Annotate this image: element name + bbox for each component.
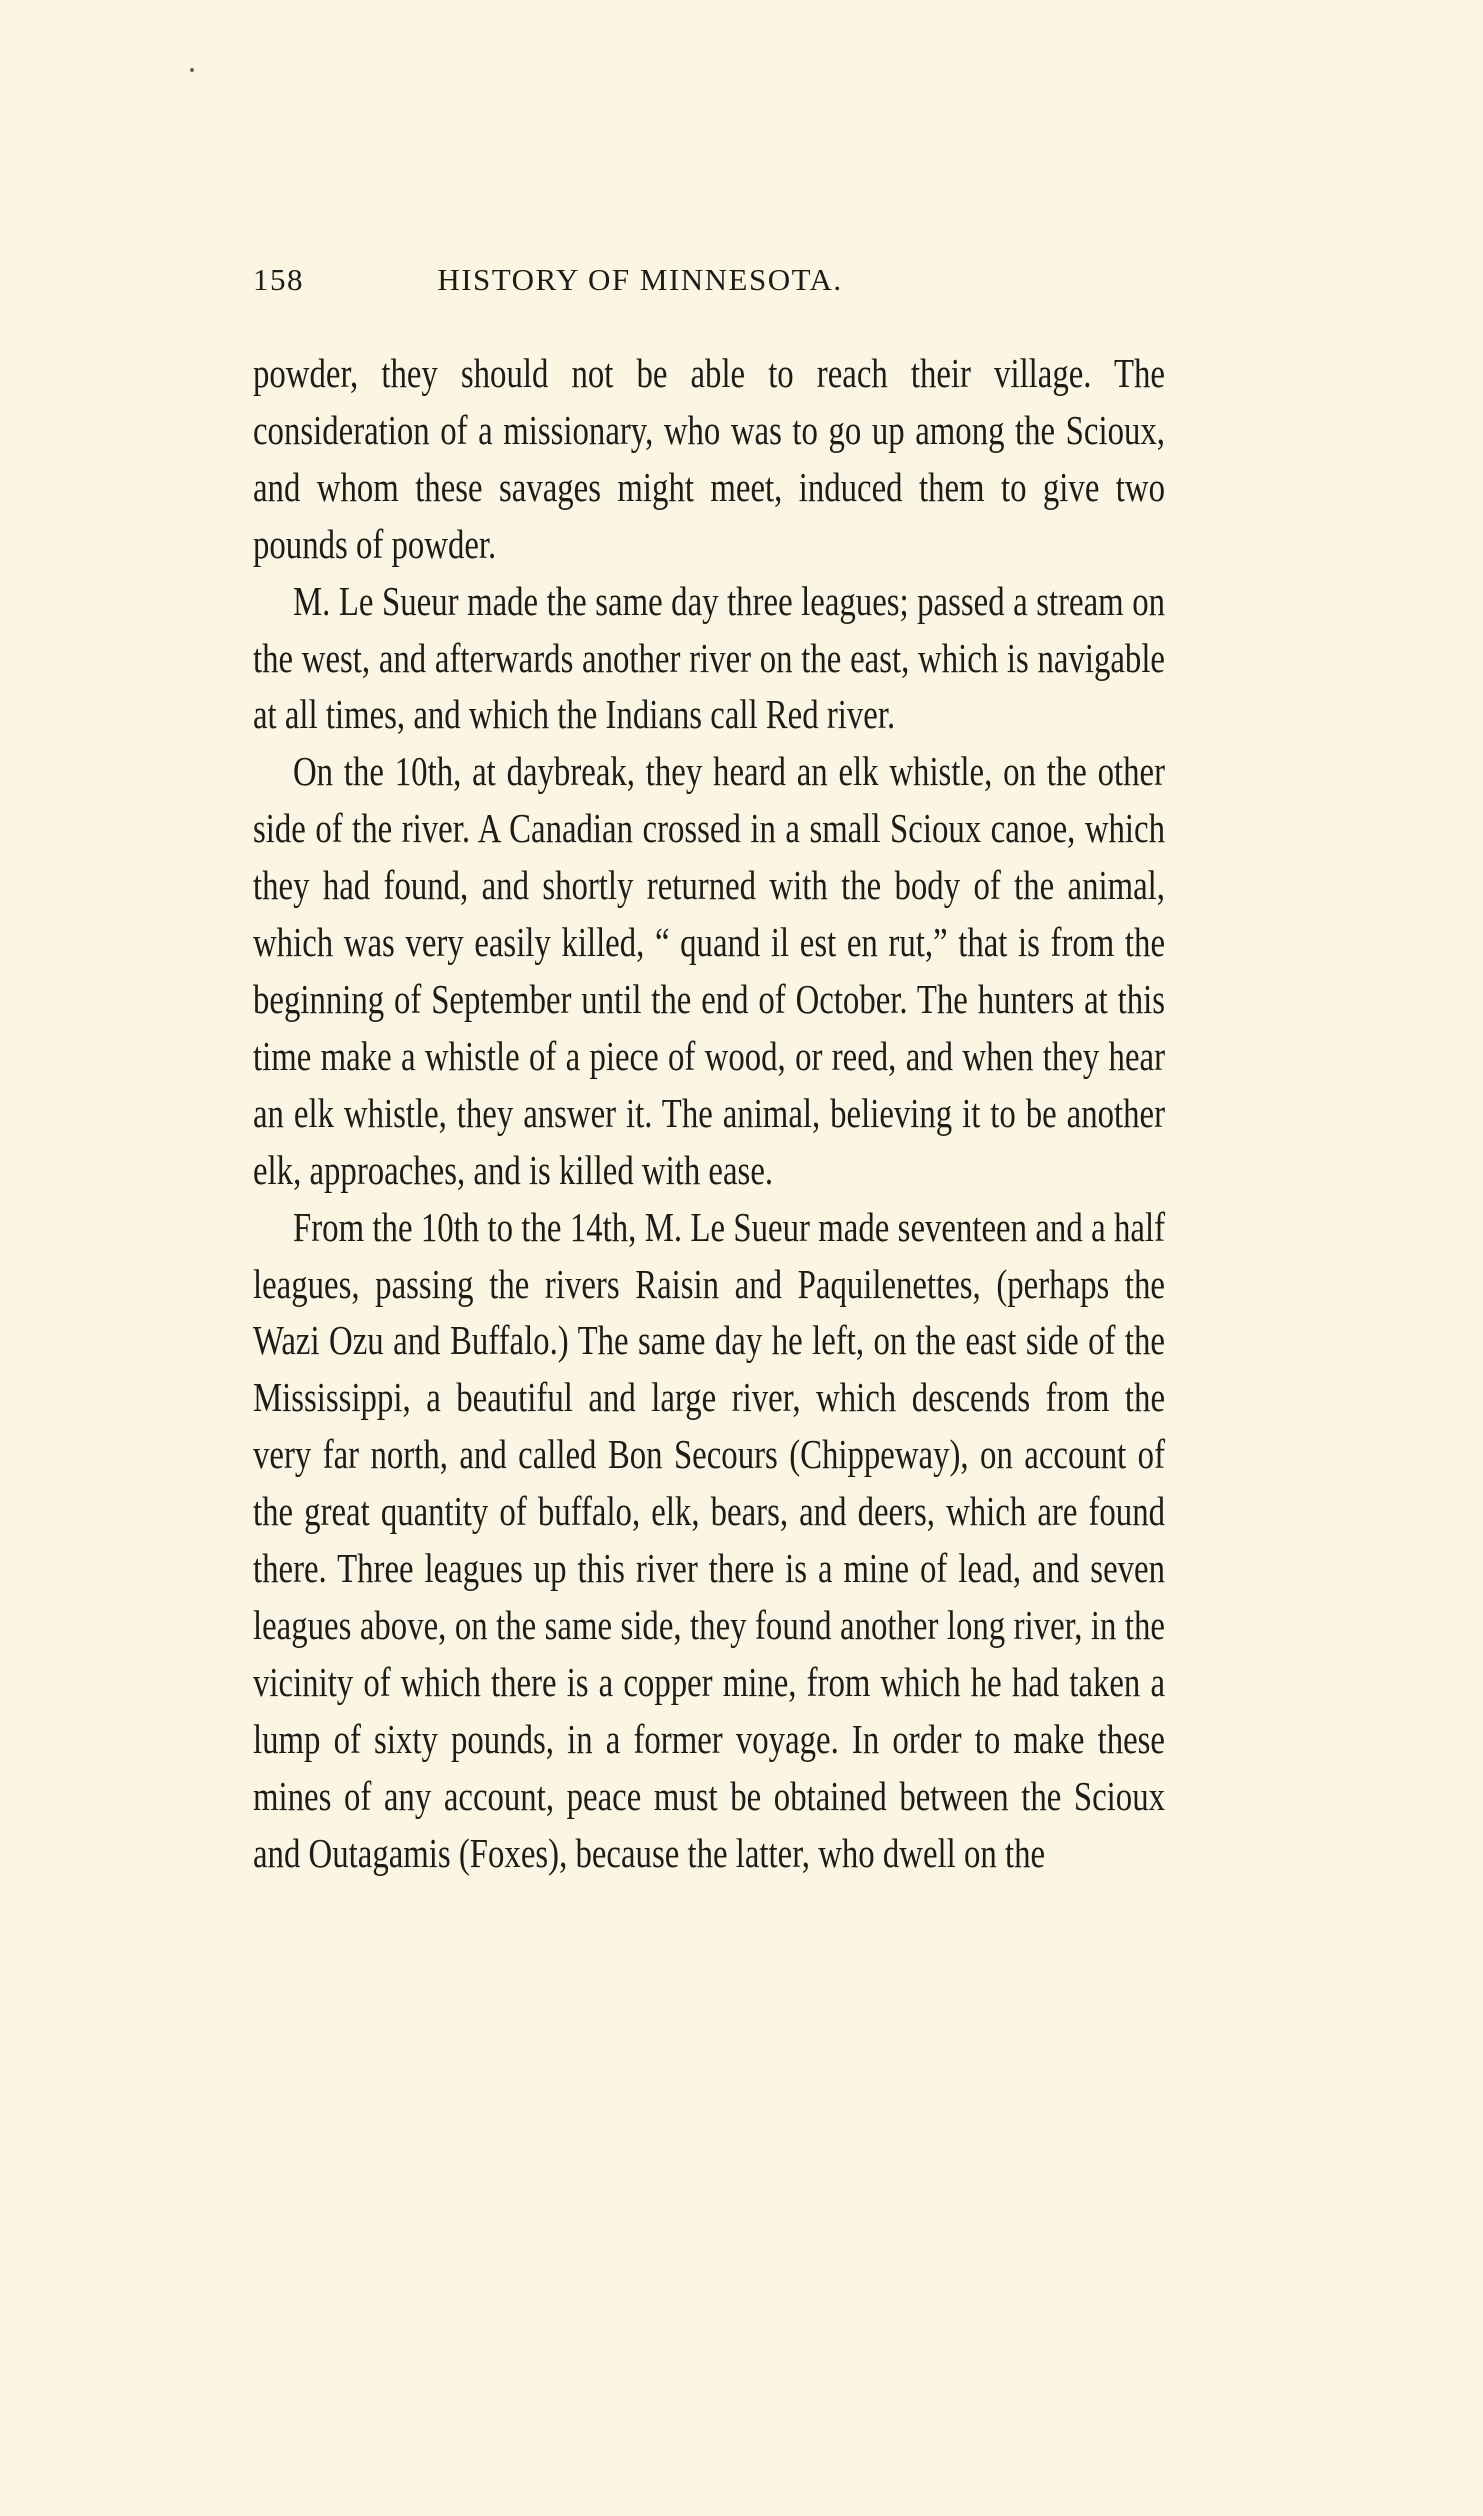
page-header [253,262,1027,302]
paragraph-1: powder, they should not be able to reach their village. The consideration of a missionary, who was to go up among the Scioux, and whom these savages might meet, induced them to give two pounds of powder. [253,350,1165,567]
page-number: 158 [253,262,304,297]
paragraph-3: On the 10th, at daybreak, they heard an elk whistle, on the other side of the river. A Canadian crossed in a small Scioux canoe, which they had found, and shortly returned with the body of the animal, which was very easily killed, “ quand il est en rut,” that is from the beginning of September until the end of October. The hunters at this time make a whistle of a piece of wood, or reed, and when they hear an elk whistle, they answer it. The animal, believing it to be another elk, approaches, and is killed with ease. [253,748,1165,1193]
page-speck [190,68,194,72]
body-text [253,345,1165,1881]
paragraph-2: M. Le Sueur made the same day three leagues; passed a stream on the west, and afterwards another river on the east, which is navigable at all times, and which the Indians call Red river. [253,577,1165,738]
running-head: HISTORY OF MINNESOTA. [437,262,843,297]
paragraph-4: From the 10th to the 14th, M. Le Sueur made seventeen and a half leagues, passing the rivers Raisin and Paquilenettes, (perhaps the Wazi Ozu and Buffalo.) The same day he left, on the east side of the Mississippi, a beautiful and large river, which descends from the very far north, and called Bon Secours (Chippeway), on account of the great quantity of buffalo, elk, bears, and deers, which are found there. Three leagues up this river there is a mine of lead, and seven leagues above, on the same side, they found another long river, in the vicinity of which there is a copper mine, from which he had taken a lump of sixty pounds, in a former voyage. In order to make these mines of any account, peace must be obtained between the Scioux and Outagamis (Foxes), because the latter, who dwell on the [253,1203,1165,1876]
